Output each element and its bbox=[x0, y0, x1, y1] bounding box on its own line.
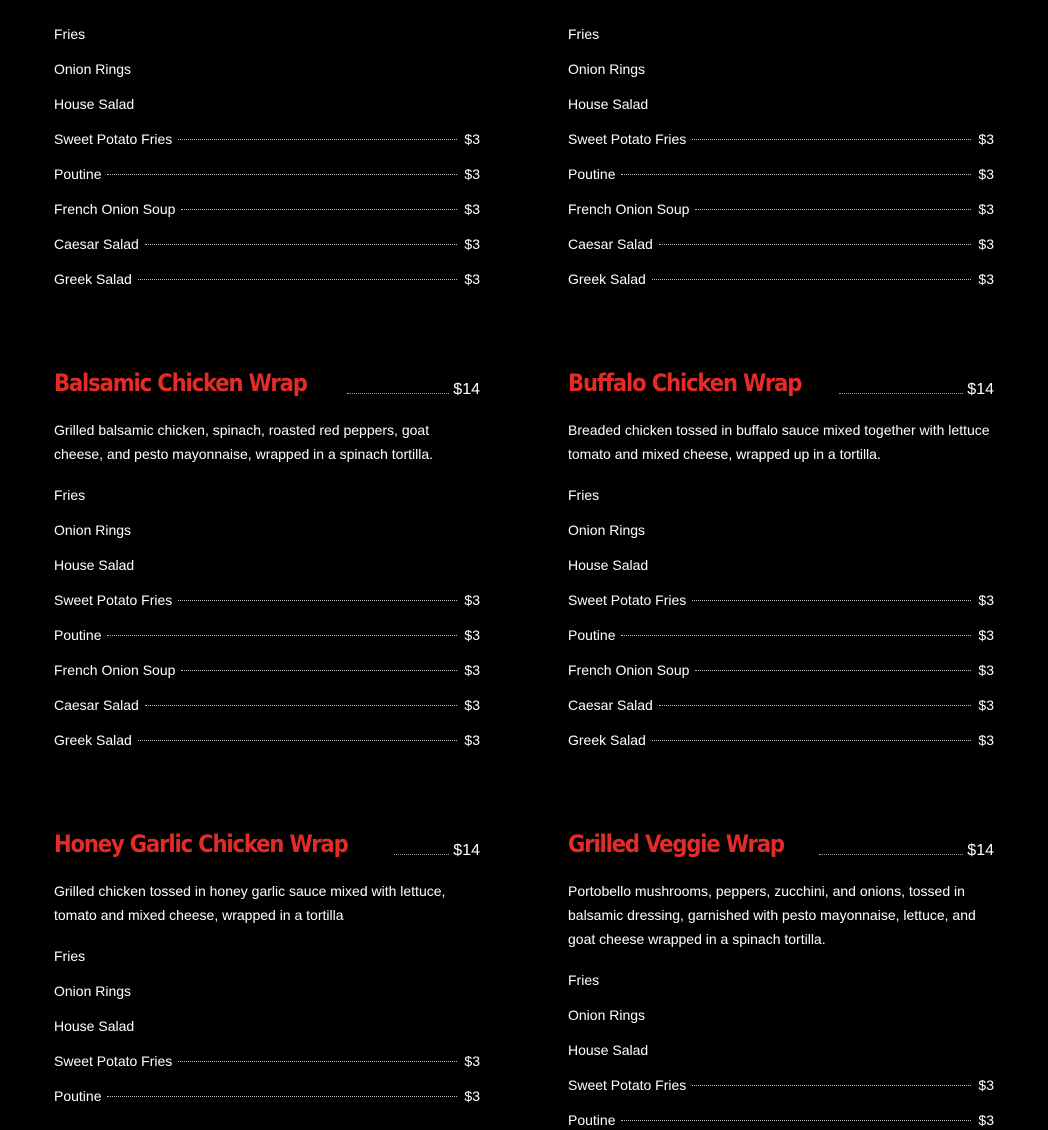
side-option bbox=[568, 269, 994, 289]
side-name: House Salad bbox=[568, 557, 649, 573]
menu-item-title: Balsamic Chicken Wrap bbox=[54, 369, 307, 397]
side-price: $3 bbox=[978, 201, 994, 217]
side-name: Fries bbox=[54, 948, 86, 964]
side-price: $3 bbox=[978, 1077, 994, 1093]
dot-leader bbox=[394, 854, 450, 855]
side-name: House Salad bbox=[54, 557, 135, 573]
dot-leader bbox=[178, 600, 457, 601]
side-name: Onion Rings bbox=[568, 522, 646, 538]
dot-leader bbox=[819, 854, 963, 855]
side-price: $3 bbox=[978, 732, 994, 748]
dot-leader bbox=[145, 705, 458, 706]
side-price: $3 bbox=[464, 201, 480, 217]
side-name: French Onion Soup bbox=[54, 201, 176, 217]
side-name: Poutine bbox=[568, 627, 616, 643]
menu-item-description: Portobello mushrooms, peppers, zucchini, and onions, tossed in balsamic dressing, garnished with pesto mayonnaise, lettuce, and goat cheese wrapped in a spinach tortilla. bbox=[568, 883, 976, 947]
side-name: Greek Salad bbox=[54, 271, 132, 287]
side-option bbox=[54, 946, 480, 966]
side-price: $3 bbox=[464, 697, 480, 713]
side-name: Onion Rings bbox=[54, 61, 132, 77]
menu-item-title: Buffalo Chicken Wrap bbox=[568, 369, 802, 397]
dot-leader bbox=[695, 209, 971, 210]
side-price: $3 bbox=[978, 592, 994, 608]
side-name: Sweet Potato Fries bbox=[54, 131, 173, 147]
side-option bbox=[54, 981, 480, 1001]
side-price: $3 bbox=[978, 131, 994, 147]
side-option bbox=[54, 94, 480, 114]
side-option bbox=[568, 1040, 994, 1060]
side-option bbox=[54, 59, 480, 79]
side-price: $3 bbox=[464, 166, 480, 182]
dot-leader bbox=[839, 393, 963, 394]
side-price: $3 bbox=[978, 236, 994, 252]
side-option bbox=[568, 730, 994, 750]
dot-leader bbox=[621, 635, 971, 636]
side-price: $3 bbox=[464, 236, 480, 252]
side-name: Poutine bbox=[54, 627, 102, 643]
dot-leader bbox=[692, 1085, 971, 1086]
menu-item-price: $14 bbox=[453, 842, 480, 859]
side-option bbox=[568, 1005, 994, 1025]
side-option bbox=[568, 234, 994, 254]
side-option bbox=[54, 1051, 480, 1071]
side-price: $3 bbox=[464, 627, 480, 643]
dot-leader bbox=[178, 139, 457, 140]
dot-leader bbox=[347, 393, 449, 394]
dot-leader bbox=[659, 244, 972, 245]
menu-item-price: $14 bbox=[967, 842, 994, 859]
side-name: House Salad bbox=[568, 1042, 649, 1058]
side-name: Caesar Salad bbox=[54, 697, 139, 713]
side-option bbox=[568, 1075, 994, 1095]
side-name: Onion Rings bbox=[54, 522, 132, 538]
dot-leader bbox=[107, 174, 457, 175]
side-name: Onion Rings bbox=[54, 983, 132, 999]
side-option bbox=[54, 1086, 480, 1106]
side-option bbox=[568, 1110, 994, 1130]
side-price: $3 bbox=[978, 166, 994, 182]
side-option bbox=[568, 59, 994, 79]
side-option bbox=[568, 555, 994, 575]
side-option bbox=[54, 730, 480, 750]
side-price: $3 bbox=[464, 732, 480, 748]
side-name: Sweet Potato Fries bbox=[568, 592, 687, 608]
side-option bbox=[568, 164, 994, 184]
side-price: $3 bbox=[978, 1112, 994, 1128]
side-option bbox=[54, 625, 480, 645]
side-option bbox=[568, 590, 994, 610]
side-price: $3 bbox=[464, 592, 480, 608]
side-name: House Salad bbox=[54, 96, 135, 112]
side-name: Fries bbox=[54, 26, 86, 42]
menu-item-price: $14 bbox=[967, 381, 994, 398]
menu-item-description: Grilled balsamic chicken, spinach, roasted red peppers, goat cheese, and pesto mayonnaise, wrapped in a spinach tortilla. bbox=[54, 422, 434, 462]
side-option bbox=[568, 94, 994, 114]
side-option bbox=[568, 625, 994, 645]
side-option bbox=[568, 199, 994, 219]
side-price: $3 bbox=[978, 697, 994, 713]
side-name: House Salad bbox=[568, 96, 649, 112]
side-name: House Salad bbox=[54, 1018, 135, 1034]
dot-leader bbox=[138, 279, 458, 280]
dot-leader bbox=[659, 705, 972, 706]
menu-item-title: Honey Garlic Chicken Wrap bbox=[54, 830, 348, 858]
side-option bbox=[568, 485, 994, 505]
side-option bbox=[568, 660, 994, 680]
dot-leader bbox=[652, 279, 972, 280]
side-option bbox=[54, 555, 480, 575]
side-name: Caesar Salad bbox=[568, 236, 653, 252]
menu-item-header bbox=[54, 827, 480, 861]
menu-item-header bbox=[568, 827, 994, 861]
side-option bbox=[54, 520, 480, 540]
dot-leader bbox=[181, 670, 457, 671]
side-price: $3 bbox=[978, 662, 994, 678]
menu-item-title: Grilled Veggie Wrap bbox=[568, 830, 784, 858]
side-option bbox=[54, 485, 480, 505]
side-option bbox=[54, 129, 480, 149]
dot-leader bbox=[692, 139, 971, 140]
menu-item-header bbox=[568, 366, 994, 400]
menu-item-price: $14 bbox=[453, 381, 480, 398]
side-option bbox=[568, 520, 994, 540]
side-option bbox=[568, 970, 994, 990]
side-name: French Onion Soup bbox=[54, 662, 176, 678]
dot-leader bbox=[107, 1096, 457, 1097]
side-price: $3 bbox=[978, 627, 994, 643]
side-price: $3 bbox=[464, 1053, 480, 1069]
side-name: Caesar Salad bbox=[54, 236, 139, 252]
side-option bbox=[54, 1016, 480, 1036]
side-name: Greek Salad bbox=[568, 732, 646, 748]
dot-leader bbox=[695, 670, 971, 671]
side-name: Poutine bbox=[568, 1112, 616, 1128]
side-price: $3 bbox=[464, 662, 480, 678]
dot-leader bbox=[181, 209, 457, 210]
side-option bbox=[54, 199, 480, 219]
side-name: Caesar Salad bbox=[568, 697, 653, 713]
side-option bbox=[54, 269, 480, 289]
dot-leader bbox=[621, 174, 971, 175]
side-option bbox=[54, 695, 480, 715]
side-name: Fries bbox=[568, 487, 600, 503]
side-name: Greek Salad bbox=[54, 732, 132, 748]
side-option bbox=[54, 660, 480, 680]
side-name: Fries bbox=[54, 487, 86, 503]
side-option bbox=[54, 590, 480, 610]
side-name: Fries bbox=[568, 26, 600, 42]
side-option bbox=[54, 24, 480, 44]
dot-leader bbox=[107, 635, 457, 636]
side-name: Onion Rings bbox=[568, 61, 646, 77]
dot-leader bbox=[652, 740, 972, 741]
side-name: Greek Salad bbox=[568, 271, 646, 287]
side-price: $3 bbox=[464, 1088, 480, 1104]
side-option bbox=[568, 695, 994, 715]
side-name: Poutine bbox=[54, 1088, 102, 1104]
side-name: Poutine bbox=[54, 166, 102, 182]
side-name: Sweet Potato Fries bbox=[568, 131, 687, 147]
menu-item-description: Breaded chicken tossed in buffalo sauce mixed together with lettuce tomato and mixed cheese, wrapped up in a tortilla. bbox=[568, 422, 990, 462]
side-name: Sweet Potato Fries bbox=[54, 592, 173, 608]
dot-leader bbox=[692, 600, 971, 601]
menu-item-description: Grilled chicken tossed in honey garlic sauce mixed with lettuce, tomato and mixed cheese, wrapped in a tortilla bbox=[54, 883, 446, 923]
dot-leader bbox=[145, 244, 458, 245]
side-name: Sweet Potato Fries bbox=[54, 1053, 173, 1069]
side-name: Onion Rings bbox=[568, 1007, 646, 1023]
side-name: Poutine bbox=[568, 166, 616, 182]
dot-leader bbox=[138, 740, 458, 741]
side-option bbox=[568, 129, 994, 149]
side-name: Fries bbox=[568, 972, 600, 988]
side-option bbox=[54, 164, 480, 184]
dot-leader bbox=[178, 1061, 457, 1062]
side-option bbox=[54, 234, 480, 254]
side-option bbox=[568, 24, 994, 44]
side-price: $3 bbox=[464, 131, 480, 147]
menu-item-header bbox=[54, 366, 480, 400]
side-name: Sweet Potato Fries bbox=[568, 1077, 687, 1093]
side-price: $3 bbox=[464, 271, 480, 287]
side-name: French Onion Soup bbox=[568, 662, 690, 678]
side-name: French Onion Soup bbox=[568, 201, 690, 217]
side-price: $3 bbox=[978, 271, 994, 287]
